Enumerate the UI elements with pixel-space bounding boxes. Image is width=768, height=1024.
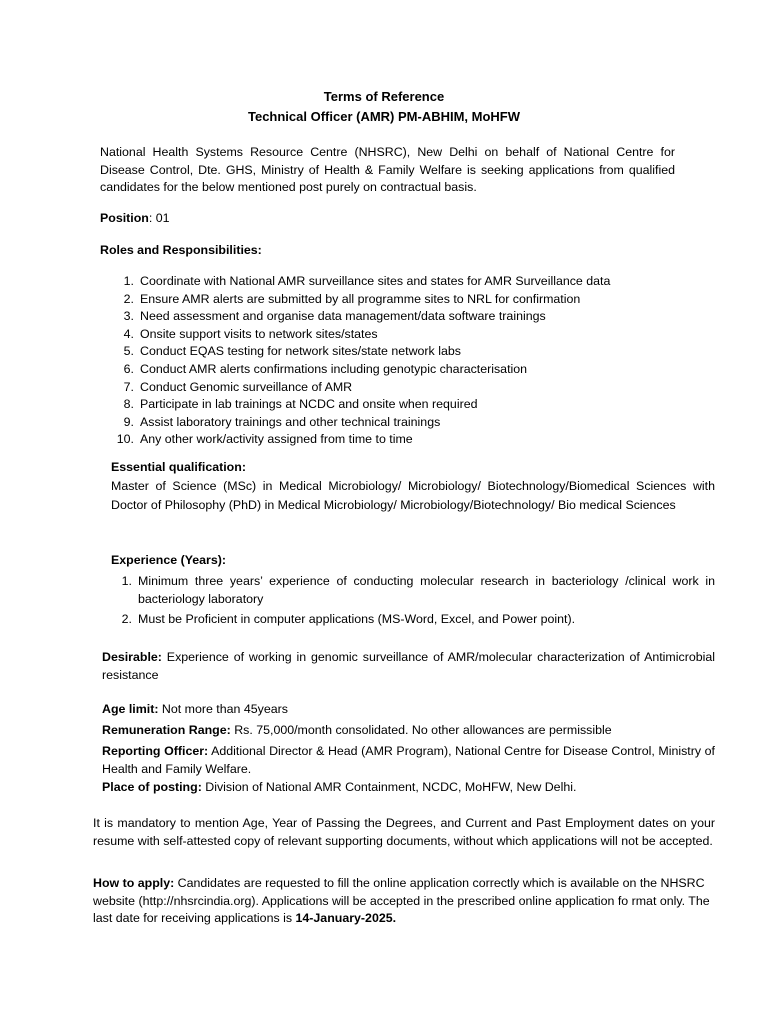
- list-item: 7. Conduct Genomic surveillance of AMR: [123, 379, 353, 394]
- list-item: 5. Conduct EQAS testing for network sites/state network labs: [123, 344, 461, 359]
- experience-heading: Experience (Years):: [111, 553, 227, 567]
- list-item: 1. Minimum three years’ experience of conducting molecular research in bacteriology /clinical work in bacteriology laboratory: [121, 574, 715, 606]
- list-item: 6. Conduct AMR alerts confirmations including genotypic characterisation: [123, 361, 528, 376]
- remuneration-line: [102, 722, 715, 740]
- list-item: 4. Onsite support visits to network sites/states: [123, 326, 378, 341]
- qualification-heading: Essential qualification:: [111, 460, 246, 474]
- age-label: Age limit:: [102, 702, 159, 716]
- age-limit-line: [102, 701, 715, 719]
- reporting-label: Reporting Officer:: [102, 744, 209, 758]
- age-text: Not more than 45years: [158, 702, 288, 716]
- posting-label: Place of posting:: [102, 780, 202, 794]
- list-item: 10. Any other work/activity assigned from time to time: [116, 432, 413, 447]
- position-line: [100, 210, 675, 228]
- list-item: 2. Must be Proficient in computer applications (MS-Word, Excel, and Power point).: [121, 612, 576, 627]
- how-to-apply-paragraph: [93, 875, 715, 928]
- experience-list: [112, 573, 715, 629]
- remuneration-text: Rs. 75,000/month consolidated. No other allowances are permissible: [230, 723, 612, 737]
- document-title: Terms of Reference: [323, 89, 445, 104]
- apply-deadline: 14-January-2025.: [295, 911, 397, 926]
- qualification-text: Master of Science (MSc) in Medical Microbiology/ Microbiology/ Biotechnology/Biomedical Sciences with Doctor of Philosophy (PhD) in Medical Microbiology/ Microbiology/Biotechnology/ Bio medical Sciences: [111, 479, 715, 512]
- position-label: Position: [100, 211, 149, 225]
- roles-heading: Roles and Responsibilities:: [100, 243, 262, 257]
- position-value: : 01: [148, 211, 170, 225]
- list-item: 1. Coordinate with National AMR surveillance sites and states for AMR Surveillance data: [123, 274, 611, 288]
- place-of-posting-line: [102, 779, 715, 797]
- apply-text: Candidates are requested to fill the online application correctly which is available on the NHSRC website (http://nhsrcindia.org). Applications will be accepted in the prescribed online application fo rmat only. The last date for receiving applications is: [93, 876, 710, 926]
- list-item: 3. Need assessment and organise data management/data software trainings: [123, 309, 546, 324]
- posting-text: Division of National AMR Containment, NCDC, MoHFW, New Delhi.: [201, 780, 577, 794]
- desirable-label: Desirable:: [102, 650, 162, 664]
- reporting-officer-line: [102, 743, 715, 778]
- roles-list: [114, 273, 694, 449]
- mandatory-paragraph: It is mandatory to mention Age, Year of Passing the Degrees, and Current and Past Employment dates on your resume with self-attested copy of relevant supporting documents, without which applications will not be accepted.: [93, 816, 715, 848]
- intro-paragraph: National Health Systems Resource Centre (NHSRC), New Delhi on behalf of National Centre for Disease Control, Dte. GHS, Ministry of Health & Family Welfare is seeking applications from qualified candidates for the below mentioned post purely on contractual basis.: [100, 145, 675, 195]
- desirable-paragraph: [102, 649, 715, 684]
- list-item: 8. Participate in lab trainings at NCDC and onsite when required: [123, 397, 478, 412]
- document-subtitle: Technical Officer (AMR) PM-ABHIM, MoHFW: [247, 109, 521, 124]
- apply-label: How to apply:: [93, 876, 175, 890]
- remuneration-label: Remuneration Range:: [102, 723, 231, 737]
- list-item: 2. Ensure AMR alerts are submitted by all programme sites to NRL for confirmation: [123, 291, 581, 306]
- list-item: 9. Assist laboratory trainings and other technical trainings: [123, 414, 441, 429]
- desirable-text: Experience of working in genomic surveillance of AMR/molecular characterization of Antimicrobial resistance: [102, 650, 715, 682]
- reporting-text: Additional Director & Head (AMR Program), National Centre for Disease Control, Ministry of Health and Family Welfare.: [102, 744, 715, 776]
